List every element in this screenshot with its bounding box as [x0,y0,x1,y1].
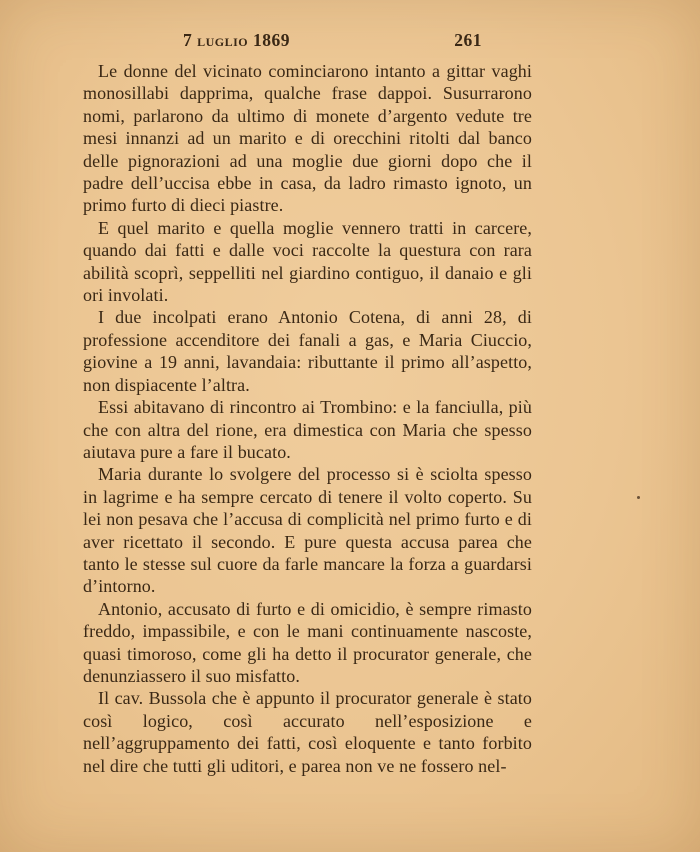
page-header [83,30,530,54]
paragraph: Le donne del vicinato cominciarono intanto a gittar vaghi monosillabi dapprima, qualche frase dappoi. Susurrarono nomi, parlarono da ultimo di monete d’argento vedute tre mesi innanzi ad un marito e di orecchini ritolti dal banco delle pignorazioni ad una moglie due giorni dopo che il padre dell’uccisa ebbe in casa, da ladro rimasto ignoto, un primo furto di dieci piastre. [83,61,532,216]
paragraph: Il cav. Bussola che è appunto il procurator generale è stato così logico, così accurato nell’esposizione e nell’aggruppamento dei fatti, così eloquente e tanto forbito nel dire che tutti gli uditori, e parea non ve ne fossero nel- [83,688,532,776]
header-date: 7 luglio 1869 [182,30,290,50]
body-text [83,60,532,777]
paragraph: Essi abitavano di rincontro ai Trombino: e la fanciulla, più che con altra del rione, era dimestica con Maria che spesso aiutava pure a fare il bucato. [83,397,532,462]
paragraph: Maria durante lo svolgere del processo si è sciolta spesso in lagrime e ha sempre cercato di tenere il volto coperto. Su lei non pesava che l’accusa di complicità nel primo furto e di aver ricettato il secondo. E pure questa accusa parea che tanto le stesse sul cuore da farle mancare la forza a guardarsi d’intorno. [83,464,532,597]
paragraph: I due incolpati erano Antonio Cotena, di anni 28, di professione accenditore dei fanali a gas, e Maria Ciuccio, giovine a 19 anni, lavandaia: ributtante il primo all’aspetto, non dispiacente l’altra. [83,307,532,395]
scan-speck [637,496,640,499]
page-number: 261 [454,30,482,50]
paragraph: Antonio, accusato di furto e di omicidio, è sempre rimasto freddo, impassibile, e con le mani continuamente nascoste, quasi timoroso, come gli ha detto il procurator generale, che denunziassero il suo misfatto. [83,598,532,686]
paragraph: E quel marito e quella moglie vennero tratti in carcere, quando dai fatti e dalle voci raccolte la questura con rara abilità scoprì, seppelliti nel giardino contiguo, il danaio e gli ori involati. [83,217,532,306]
